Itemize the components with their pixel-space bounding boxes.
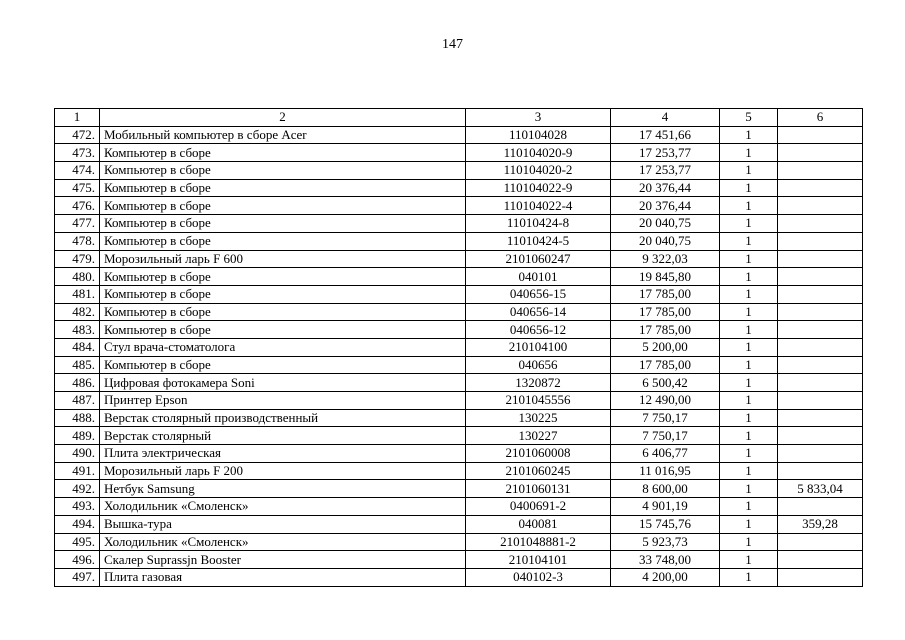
table-row: [55, 126, 863, 144]
residual-value-cell: 359,28: [778, 515, 863, 533]
inventory-code-cell: 110104020-9: [466, 144, 611, 162]
quantity-cell: 1: [720, 232, 778, 250]
row-number-cell: 496.: [55, 551, 100, 569]
item-name-cell: Скалер Suprassjn Booster: [100, 551, 466, 569]
quantity-cell: 1: [720, 427, 778, 445]
row-number-cell: 494.: [55, 515, 100, 533]
quantity-cell: 1: [720, 285, 778, 303]
residual-value-cell: [778, 356, 863, 374]
residual-value-cell: [778, 268, 863, 286]
residual-value-cell: [778, 144, 863, 162]
row-number-cell: 487.: [55, 392, 100, 410]
row-number-cell: 483.: [55, 321, 100, 339]
cost-cell: 11 016,95: [611, 462, 720, 480]
item-name-cell: Верстак столярный: [100, 427, 466, 445]
quantity-cell: 1: [720, 551, 778, 569]
quantity-cell: 1: [720, 303, 778, 321]
cost-cell: 20 040,75: [611, 215, 720, 233]
cost-cell: 20 040,75: [611, 232, 720, 250]
cost-cell: 7 750,17: [611, 409, 720, 427]
row-number-cell: 490.: [55, 445, 100, 463]
table-row: [55, 268, 863, 286]
quantity-cell: 1: [720, 179, 778, 197]
quantity-cell: 1: [720, 480, 778, 498]
column-header: 1: [55, 109, 100, 127]
row-number-cell: 495.: [55, 533, 100, 551]
inventory-code-cell: 040656: [466, 356, 611, 374]
residual-value-cell: [778, 374, 863, 392]
residual-value-cell: [778, 162, 863, 180]
row-number-cell: 480.: [55, 268, 100, 286]
inventory-code-cell: 130225: [466, 409, 611, 427]
inventory-code-cell: 2101045556: [466, 392, 611, 410]
inventory-code-cell: 110104022-9: [466, 179, 611, 197]
inventory-code-cell: 2101060008: [466, 445, 611, 463]
inventory-code-cell: 110104020-2: [466, 162, 611, 180]
item-name-cell: Компьютер в сборе: [100, 215, 466, 233]
cost-cell: 20 376,44: [611, 197, 720, 215]
cost-cell: 17 785,00: [611, 321, 720, 339]
table-row: [55, 215, 863, 233]
inventory-code-cell: 1320872: [466, 374, 611, 392]
column-header: 6: [778, 109, 863, 127]
inventory-code-cell: 110104022-4: [466, 197, 611, 215]
row-number-cell: 488.: [55, 409, 100, 427]
residual-value-cell: [778, 568, 863, 586]
inventory-code-cell: 2101048881-2: [466, 533, 611, 551]
inventory-code-cell: 040656-14: [466, 303, 611, 321]
table-row: [55, 321, 863, 339]
table-row: [55, 179, 863, 197]
cost-cell: 33 748,00: [611, 551, 720, 569]
table-row: [55, 498, 863, 516]
cost-cell: 5 923,73: [611, 533, 720, 551]
item-name-cell: Компьютер в сборе: [100, 162, 466, 180]
quantity-cell: 1: [720, 392, 778, 410]
item-name-cell: Компьютер в сборе: [100, 268, 466, 286]
row-number-cell: 491.: [55, 462, 100, 480]
quantity-cell: 1: [720, 356, 778, 374]
item-name-cell: Компьютер в сборе: [100, 321, 466, 339]
inventory-table: [54, 108, 863, 587]
item-name-cell: Компьютер в сборе: [100, 303, 466, 321]
table-row: [55, 568, 863, 586]
row-number-cell: 479.: [55, 250, 100, 268]
table-row: [55, 551, 863, 569]
residual-value-cell: [778, 126, 863, 144]
item-name-cell: Верстак столярный производственный: [100, 409, 466, 427]
residual-value-cell: [778, 179, 863, 197]
row-number-cell: 477.: [55, 215, 100, 233]
inventory-code-cell: 040101: [466, 268, 611, 286]
quantity-cell: 1: [720, 462, 778, 480]
quantity-cell: 1: [720, 338, 778, 356]
row-number-cell: 473.: [55, 144, 100, 162]
quantity-cell: 1: [720, 498, 778, 516]
inventory-code-cell: 210104100: [466, 338, 611, 356]
table-row: [55, 197, 863, 215]
inventory-code-cell: 2101060245: [466, 462, 611, 480]
row-number-cell: 492.: [55, 480, 100, 498]
row-number-cell: 474.: [55, 162, 100, 180]
item-name-cell: Компьютер в сборе: [100, 144, 466, 162]
residual-value-cell: [778, 303, 863, 321]
cost-cell: 17 253,77: [611, 144, 720, 162]
quantity-cell: 1: [720, 250, 778, 268]
table-row: [55, 303, 863, 321]
item-name-cell: Мобильный компьютер в сборе Acer: [100, 126, 466, 144]
table-row: [55, 392, 863, 410]
table-row: [55, 250, 863, 268]
cost-cell: 17 451,66: [611, 126, 720, 144]
inventory-code-cell: 040656-15: [466, 285, 611, 303]
residual-value-cell: [778, 498, 863, 516]
column-header: 2: [100, 109, 466, 127]
residual-value-cell: [778, 462, 863, 480]
row-number-cell: 481.: [55, 285, 100, 303]
table-row: [55, 427, 863, 445]
residual-value-cell: [778, 285, 863, 303]
row-number-cell: 472.: [55, 126, 100, 144]
cost-cell: 15 745,76: [611, 515, 720, 533]
cost-cell: 12 490,00: [611, 392, 720, 410]
inventory-code-cell: 040656-12: [466, 321, 611, 339]
item-name-cell: Принтер Epson: [100, 392, 466, 410]
cost-cell: 6 406,77: [611, 445, 720, 463]
table-header-row: [55, 109, 863, 127]
row-number-cell: 493.: [55, 498, 100, 516]
cost-cell: 4 200,00: [611, 568, 720, 586]
cost-cell: 17 785,00: [611, 303, 720, 321]
cost-cell: 6 500,42: [611, 374, 720, 392]
cost-cell: 17 253,77: [611, 162, 720, 180]
table-row: [55, 480, 863, 498]
item-name-cell: Холодильник «Смоленск»: [100, 533, 466, 551]
quantity-cell: 1: [720, 215, 778, 233]
row-number-cell: 476.: [55, 197, 100, 215]
table-row: [55, 445, 863, 463]
item-name-cell: Компьютер в сборе: [100, 197, 466, 215]
item-name-cell: Нетбук Samsung: [100, 480, 466, 498]
item-name-cell: Плита газовая: [100, 568, 466, 586]
residual-value-cell: [778, 338, 863, 356]
inventory-code-cell: 2101060131: [466, 480, 611, 498]
table-row: [55, 515, 863, 533]
table-row: [55, 374, 863, 392]
cost-cell: 9 322,03: [611, 250, 720, 268]
row-number-cell: 497.: [55, 568, 100, 586]
quantity-cell: 1: [720, 268, 778, 286]
row-number-cell: 482.: [55, 303, 100, 321]
cost-cell: 19 845,80: [611, 268, 720, 286]
cost-cell: 20 376,44: [611, 179, 720, 197]
residual-value-cell: [778, 409, 863, 427]
quantity-cell: 1: [720, 409, 778, 427]
residual-value-cell: [778, 250, 863, 268]
column-header: 3: [466, 109, 611, 127]
inventory-code-cell: 2101060247: [466, 250, 611, 268]
inventory-code-cell: 0400691-2: [466, 498, 611, 516]
quantity-cell: 1: [720, 533, 778, 551]
table-row: [55, 533, 863, 551]
page-number: 147: [442, 37, 463, 52]
cost-cell: 4 901,19: [611, 498, 720, 516]
item-name-cell: Стул врача-стоматолога: [100, 338, 466, 356]
item-name-cell: Компьютер в сборе: [100, 179, 466, 197]
row-number-cell: 478.: [55, 232, 100, 250]
residual-value-cell: 5 833,04: [778, 480, 863, 498]
table-row: [55, 232, 863, 250]
item-name-cell: Плита электрическая: [100, 445, 466, 463]
table-row: [55, 409, 863, 427]
residual-value-cell: [778, 232, 863, 250]
quantity-cell: 1: [720, 515, 778, 533]
cost-cell: 17 785,00: [611, 285, 720, 303]
residual-value-cell: [778, 427, 863, 445]
column-header: 4: [611, 109, 720, 127]
table-body: [55, 126, 863, 586]
item-name-cell: Цифровая фотокамера Soni: [100, 374, 466, 392]
inventory-code-cell: 210104101: [466, 551, 611, 569]
table-row: [55, 285, 863, 303]
quantity-cell: 1: [720, 445, 778, 463]
table-row: [55, 162, 863, 180]
item-name-cell: Компьютер в сборе: [100, 285, 466, 303]
cost-cell: 7 750,17: [611, 427, 720, 445]
quantity-cell: 1: [720, 568, 778, 586]
row-number-cell: 484.: [55, 338, 100, 356]
item-name-cell: Вышка-тура: [100, 515, 466, 533]
quantity-cell: 1: [720, 144, 778, 162]
table-row: [55, 338, 863, 356]
row-number-cell: 475.: [55, 179, 100, 197]
item-name-cell: Компьютер в сборе: [100, 232, 466, 250]
inventory-code-cell: 11010424-8: [466, 215, 611, 233]
cost-cell: 17 785,00: [611, 356, 720, 374]
row-number-cell: 486.: [55, 374, 100, 392]
cost-cell: 5 200,00: [611, 338, 720, 356]
item-name-cell: Морозильный ларь F 200: [100, 462, 466, 480]
residual-value-cell: [778, 197, 863, 215]
residual-value-cell: [778, 533, 863, 551]
quantity-cell: 1: [720, 126, 778, 144]
inventory-code-cell: 11010424-5: [466, 232, 611, 250]
inventory-code-cell: 110104028: [466, 126, 611, 144]
quantity-cell: 1: [720, 162, 778, 180]
cost-cell: 8 600,00: [611, 480, 720, 498]
residual-value-cell: [778, 445, 863, 463]
table-row: [55, 356, 863, 374]
item-name-cell: Холодильник «Смоленск»: [100, 498, 466, 516]
residual-value-cell: [778, 215, 863, 233]
residual-value-cell: [778, 551, 863, 569]
row-number-cell: 485.: [55, 356, 100, 374]
quantity-cell: 1: [720, 197, 778, 215]
item-name-cell: Морозильный ларь F 600: [100, 250, 466, 268]
quantity-cell: 1: [720, 374, 778, 392]
inventory-code-cell: 130227: [466, 427, 611, 445]
column-header: 5: [720, 109, 778, 127]
quantity-cell: 1: [720, 321, 778, 339]
item-name-cell: Компьютер в сборе: [100, 356, 466, 374]
table-row: [55, 144, 863, 162]
inventory-code-cell: 040102-3: [466, 568, 611, 586]
inventory-code-cell: 040081: [466, 515, 611, 533]
row-number-cell: 489.: [55, 427, 100, 445]
residual-value-cell: [778, 392, 863, 410]
residual-value-cell: [778, 321, 863, 339]
table-row: [55, 462, 863, 480]
